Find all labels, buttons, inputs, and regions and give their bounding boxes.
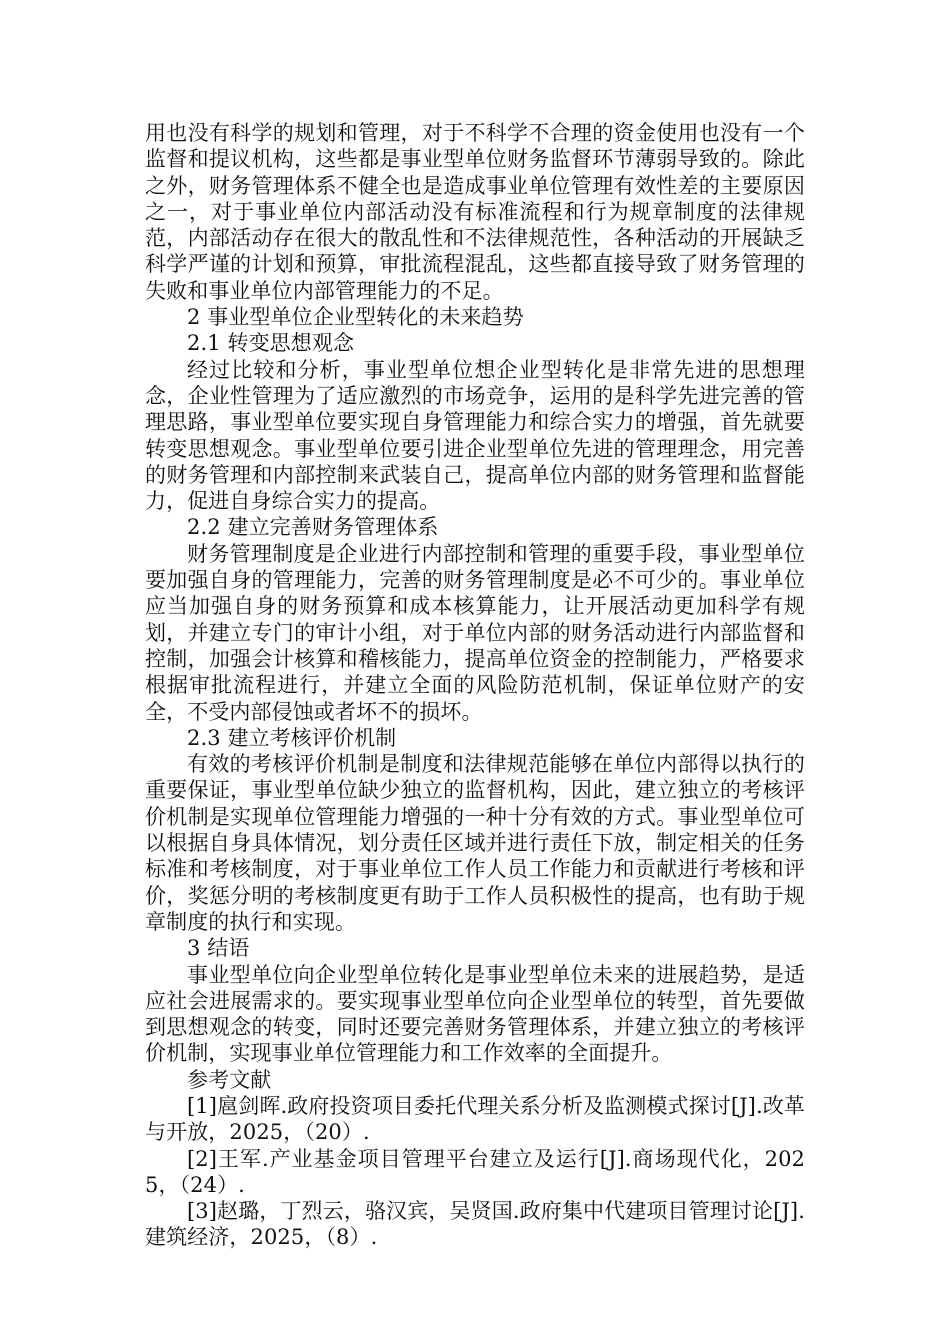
paragraph-3: 事业型单位向企业型单位转化是事业型单位未来的进展趋势，是适应社会进展需求的。要实现事业型单位向企业型单位的转型，首先要做到思想观念的转变，同时还要完善财务管理体系，并建立独立的考核评价机制，实现事业单位管理能力和工作效率的全面提升。 xyxy=(145,962,805,1066)
section-heading-2: 2 事业型单位企业型转化的未来趋势 xyxy=(187,305,524,330)
paragraph-2-1: 经过比较和分析，事业型单位想企业型转化是非常先进的思想理念，企业性管理为了适应激烈的市场竞争，运用的是科学先进完善的管理思路，事业型单位要实现自身管理能力和综合实力的增强，首先就要转变思想观念。事业型单位要引进企业型单位先进的管理理念，用完善的财务管理和内部控制来武装自己，提高单位内部的财务管理和监督能力，促进自身综合实力的提高。 xyxy=(145,357,805,514)
document-body xyxy=(145,120,805,1251)
subsection-heading-2-2: 2.2 建立完善财务管理体系 xyxy=(187,515,439,540)
reference-item-2: [2]王军.产业基金项目管理平台建立及运行[J].商场现代化，2025，（24）. xyxy=(145,1146,805,1197)
subsection-heading-2-1: 2.1 转变思想观念 xyxy=(187,331,355,356)
paragraph-2-2: 财务管理制度是企业进行内部控制和管理的重要手段，事业型单位要加强自身的管理能力，完善的财务管理制度是必不可少的。事业单位应当加强自身的财务预算和成本核算能力，让开展活动更加科学有规划，并建立专门的审计小组，对于单位内部的财务活动进行内部监督和控制，加强会计核算和稽核能力，提高单位资金的控制能力，严格要求根据审批流程进行，并建立全面的风险防范机制，保证单位财产的安全，不受内部侵蚀或者坏不的损坏。 xyxy=(145,541,805,724)
reference-item-3: [3]赵璐，丁烈云，骆汉宾，吴贤国.政府集中代建项目管理讨论[J].建筑经济，2025，（8）. xyxy=(145,1199,805,1250)
section-heading-3: 3 结语 xyxy=(187,936,250,961)
reference-item-1: [1]扈剑晖.政府投资项目委托代理关系分析及监测模式探讨[J].改革与开放，2025，（20）. xyxy=(145,1093,805,1145)
references-heading: 参考文献 xyxy=(187,1067,272,1092)
paragraph-2-3: 有效的考核评价机制是制度和法律规范能够在单位内部得以执行的重要保证，事业型单位缺少独立的监督机构，因此，建立独立的考核评价机制是实现单位管理能力增强的一种十分有效的方式。事业型单位可以根据自身具体情况，划分责任区域并进行责任下放，制定相关的任务标准和考核制度，对于事业单位工作人员工作能力和贡献进行考核和评价，奖惩分明的考核制度更有助于工作人员积极性的提高，也有助于规章制度的执行和实现。 xyxy=(145,752,805,934)
paragraph-continued: 用也没有科学的规划和管理，对于不科学不合理的资金使用也没有一个监督和提议机构，这些都是事业型单位财务监督环节薄弱导致的。除此之外，财务管理体系不健全也是造成事业单位管理有效性差的主要原因之一，对于事业单位内部活动没有标准流程和行为规章制度的法律规范，内部活动存在很大的散乱性和不法律规范性，各种活动的开展缺乏科学严谨的计划和预算，审批流程混乱，这些都直接导致了财务管理的失败和事业单位内部管理能力的不足。 xyxy=(145,121,805,303)
subsection-heading-2-3: 2.3 建立考核评价机制 xyxy=(187,725,397,750)
